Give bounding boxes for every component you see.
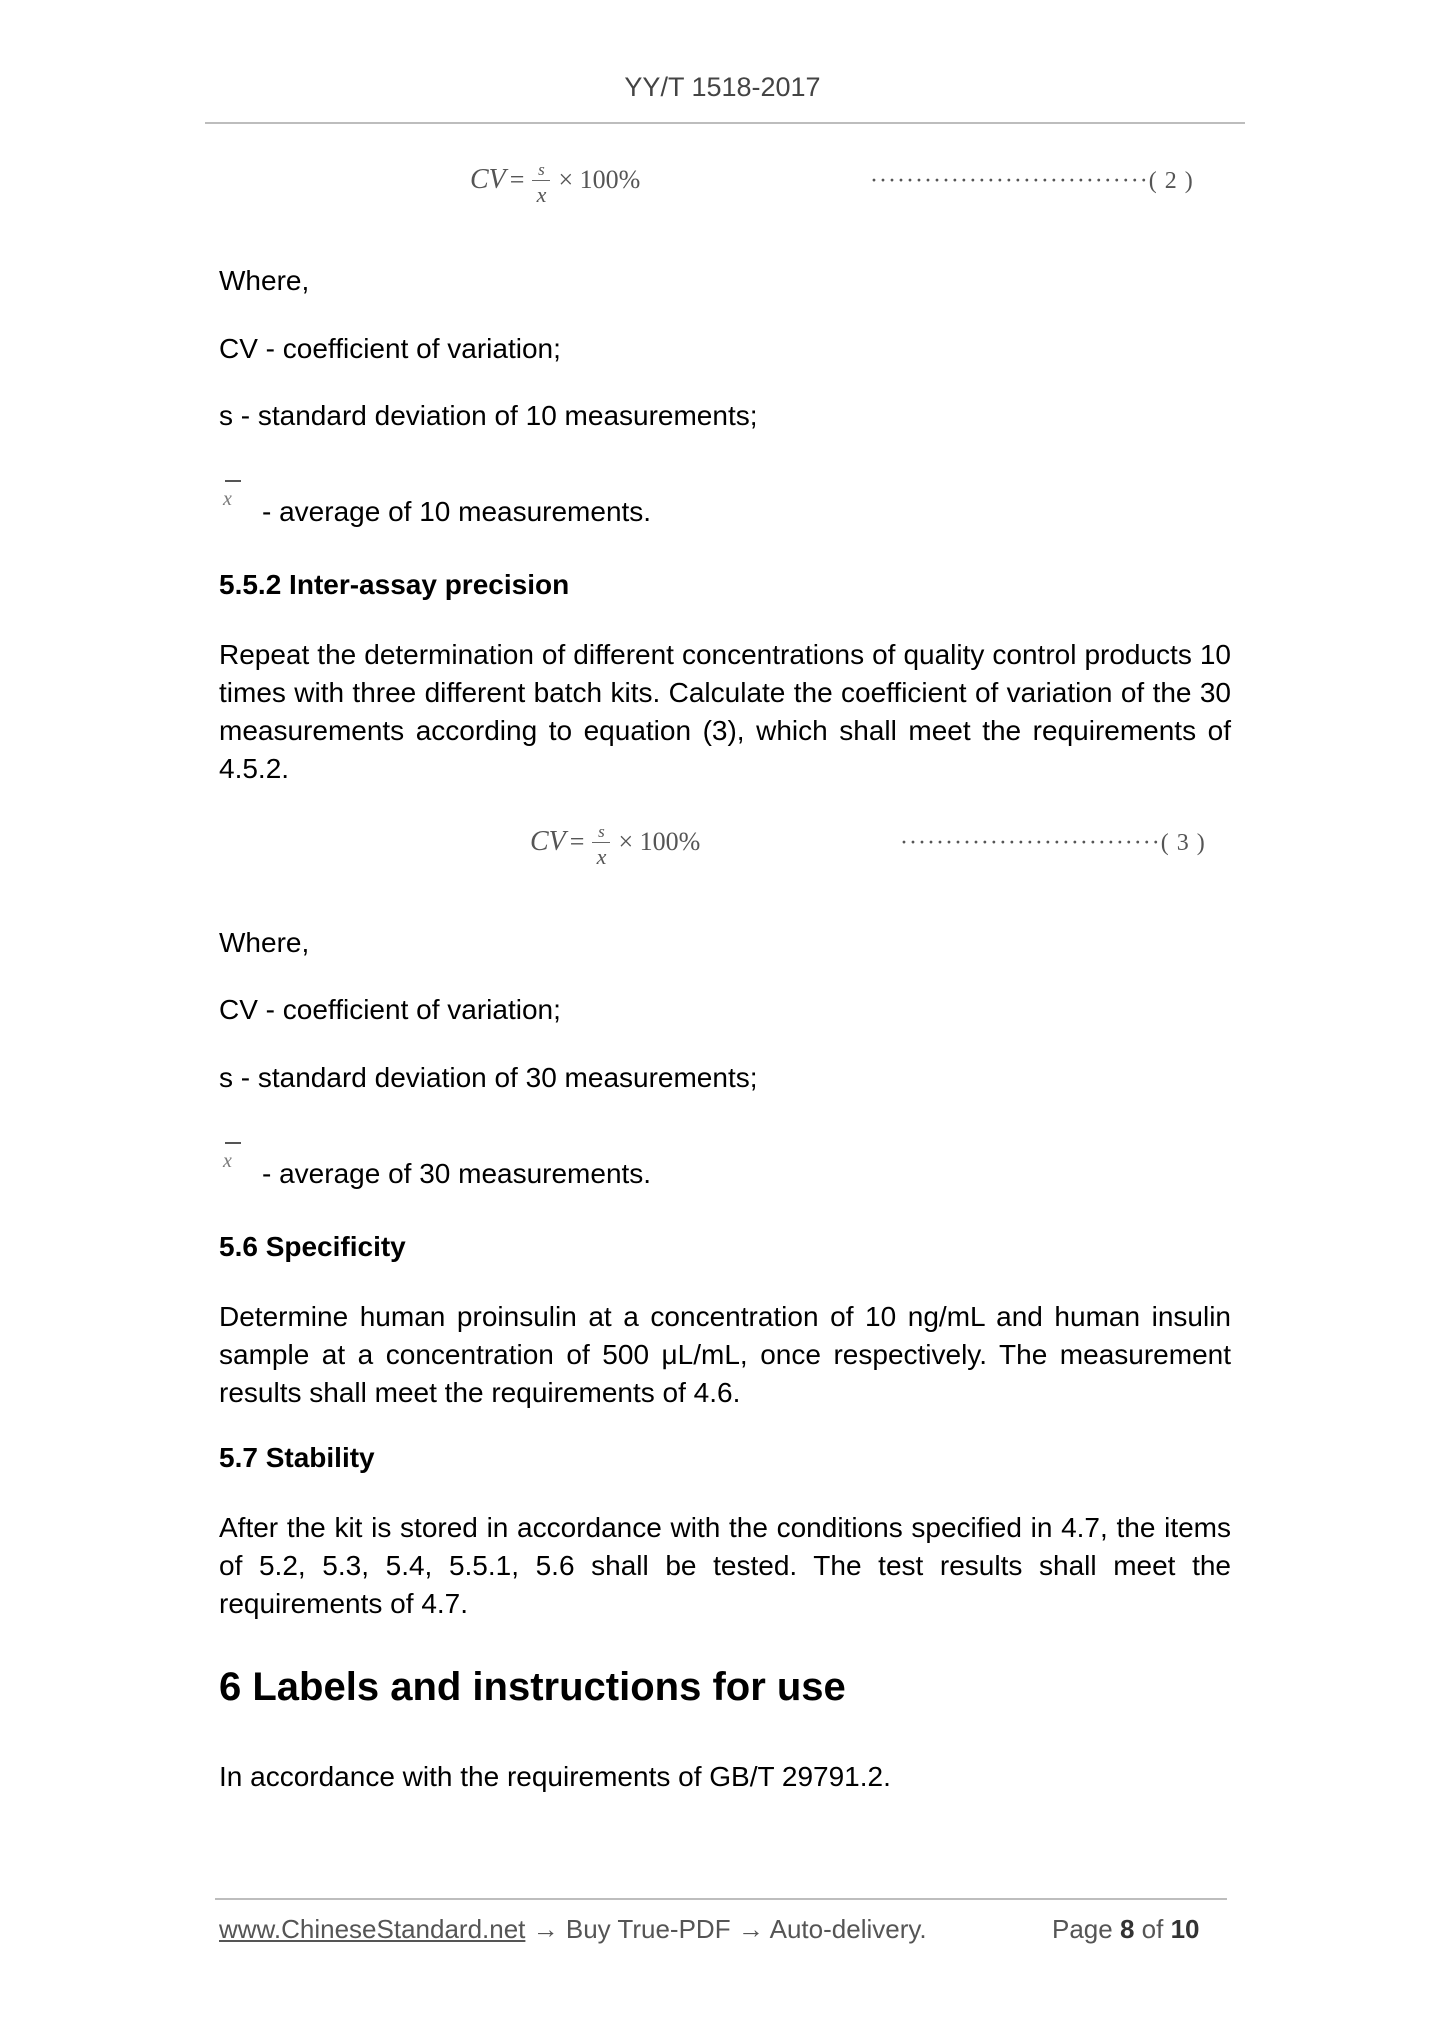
eq3-denominator: x (596, 844, 607, 869)
section-5-5-2-title: 5.5.2 Inter-assay precision (219, 569, 570, 600)
equation-3 (530, 822, 700, 871)
of-word: of (1141, 1914, 1164, 1944)
xbar-x-2: x (223, 1150, 232, 1172)
xbar-symbol-1 (219, 480, 241, 511)
eq3-fraction (592, 822, 610, 871)
eq2-multiplier: × 100% (558, 165, 641, 195)
header-divider (205, 122, 1245, 124)
cv-definition-1: CV - coefficient of variation; (219, 333, 561, 364)
website-link[interactable]: www.ChineseStandard.net (219, 1914, 526, 1944)
s-definition-2: s - standard deviation of 30 measurements; (219, 1062, 758, 1093)
eq3-label: ( 3 ) (1160, 830, 1206, 856)
xbar-definition-1: - average of 10 measurements. (262, 496, 652, 527)
document-id-header: YY/T 1518-2017 (624, 72, 821, 102)
footer-divider (215, 1898, 1227, 1900)
eq2-dots: ······························· (870, 168, 1149, 194)
eq3-numerator: s (598, 822, 605, 841)
eq3-dots: ····························· (900, 830, 1161, 856)
arrow-right-icon: → (737, 1914, 764, 1944)
eq3-multiplier: × 100% (618, 827, 701, 857)
eq3-lhs: CV (530, 826, 566, 858)
cv-definition-2: CV - coefficient of variation; (219, 994, 561, 1025)
footer-promo (219, 1914, 927, 1945)
eq2-leader-dots (870, 168, 1194, 195)
xbar-symbol-2 (219, 1142, 241, 1173)
eq2-denominator: x (536, 182, 547, 207)
arrow-right-icon: → (532, 1914, 559, 1944)
eq2-numerator: s (538, 160, 545, 179)
eq3-equals: = (569, 827, 585, 857)
section-6-text: In accordance with the requirements of GB/T 29791.2. (219, 1761, 891, 1792)
page-indicator (1052, 1914, 1200, 1945)
section-5-7-title: 5.7 Stability (219, 1442, 375, 1473)
section-5-6-text: Determine human proinsulin at a concentration of 10 ng/mL and human insulin sample at a concentration of 500 μL/mL, once respectively. The measurement results shall meet the requirements of 4.6. (219, 1301, 1231, 1408)
section-6-title: 6 Labels and instructions for use (219, 1665, 846, 1709)
page-word: Page (1052, 1914, 1113, 1944)
xbar-overline-2 (225, 1142, 241, 1144)
where-label-1: Where, (219, 265, 310, 296)
s-definition-1: s - standard deviation of 10 measurements; (219, 400, 758, 431)
eq2-fraction (532, 160, 550, 209)
where-label-2: Where, (219, 927, 310, 958)
page-number: 8 (1119, 1914, 1135, 1944)
section-5-5-2-text: Repeat the determination of different concentrations of quality control products 10 times with three different batch kits. Calculate the coefficient of variation of the 30 measurements according to equation (3), which shall meet the requirements of 4.5.2. (219, 639, 1231, 784)
page-total: 10 (1170, 1914, 1200, 1944)
eq2-equals: = (509, 165, 525, 195)
buy-true-pdf-text: Buy True-PDF (565, 1914, 731, 1944)
section-5-7-text: After the kit is stored in accordance with the conditions specified in 4.7, the items of 5.2, 5.3, 5.4, 5.5.1, 5.6 shall be tested. The test results shall meet the requirements of 4.7. (219, 1512, 1231, 1619)
xbar-overline-1 (225, 480, 241, 482)
auto-delivery-text: Auto-delivery. (769, 1914, 927, 1944)
equation-2 (470, 160, 640, 209)
section-5-6-title: 5.6 Specificity (219, 1231, 406, 1262)
xbar-x-1: x (223, 488, 232, 510)
eq3-leader-dots (900, 830, 1206, 857)
xbar-definition-2: - average of 30 measurements. (262, 1158, 652, 1189)
eq2-lhs: CV (470, 164, 506, 196)
eq2-label: ( 2 ) (1148, 168, 1194, 194)
